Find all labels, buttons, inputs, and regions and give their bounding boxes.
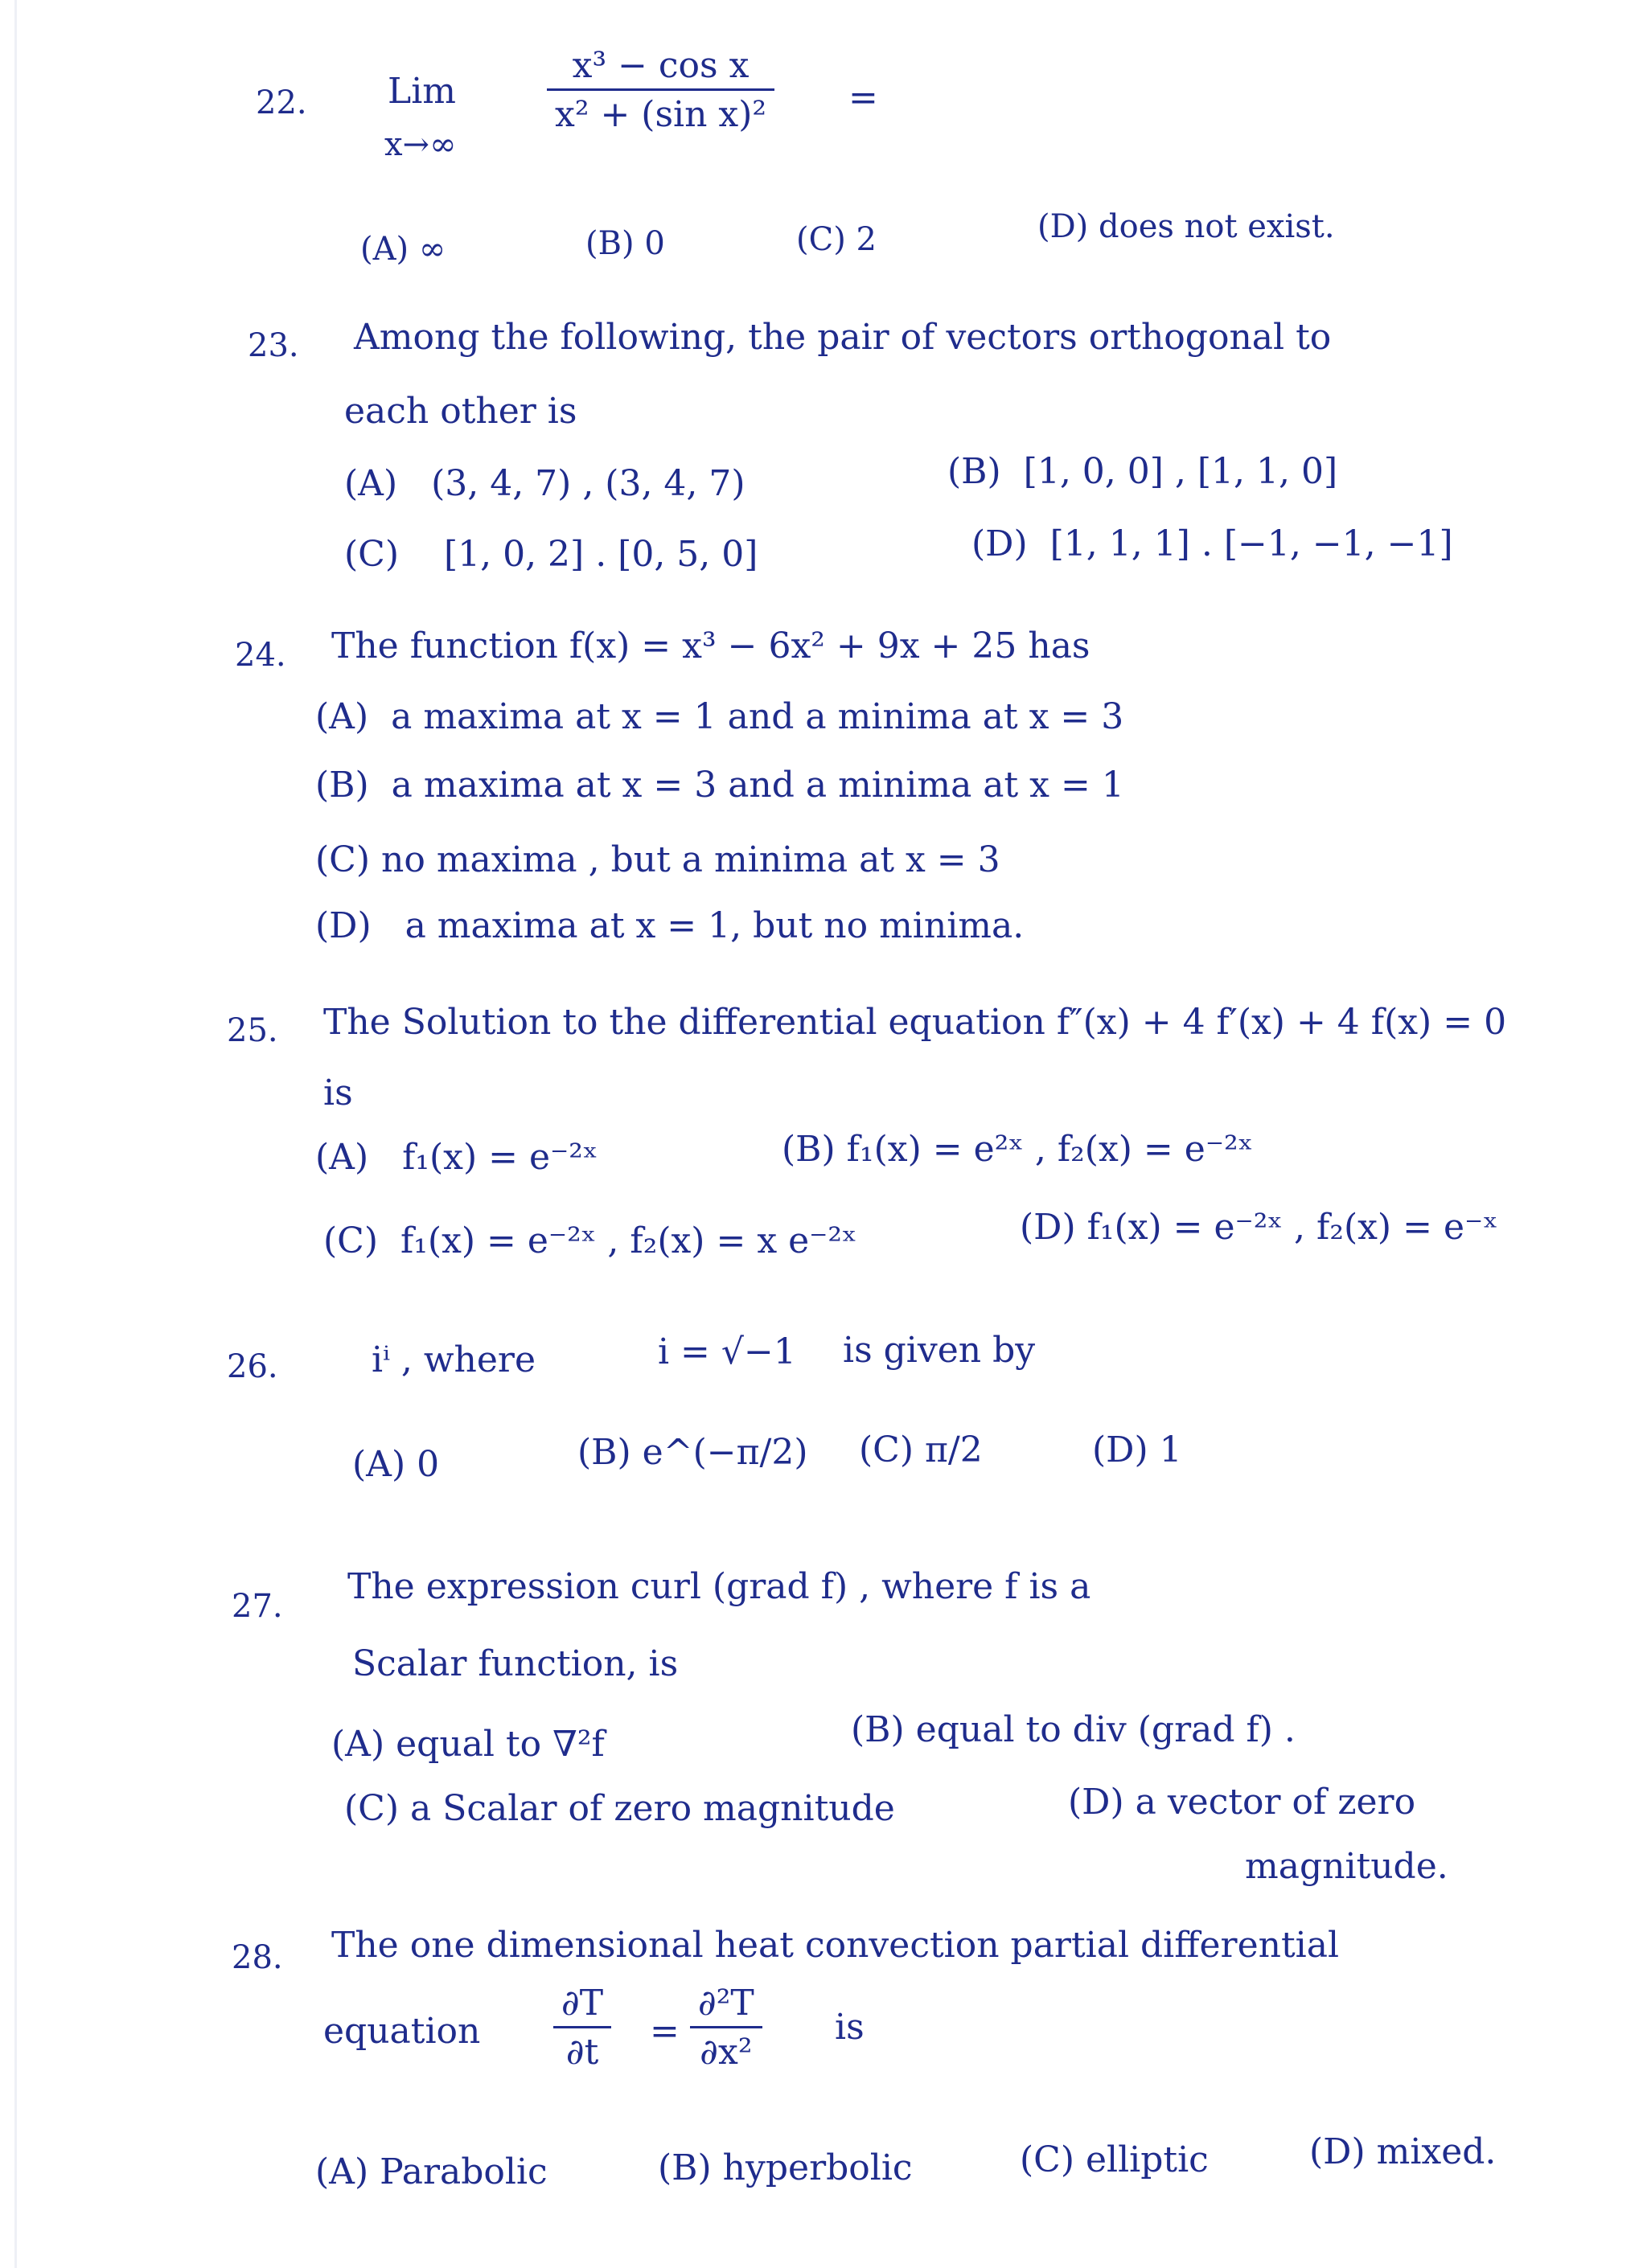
question-number: 24. (235, 637, 286, 674)
limit-subscript: x→∞ (384, 126, 457, 163)
option-d: (D) a maxima at x = 1, but no minima. (315, 905, 1025, 946)
lhs-numerator: ∂T (561, 1983, 604, 2024)
scan-edge (14, 0, 17, 2268)
question-number: 22. (256, 84, 307, 121)
question-text-line2: Scalar function, is (352, 1643, 679, 1684)
question-text-line2: is (323, 1072, 353, 1113)
question-text-line2b: is (835, 2007, 865, 2048)
option-c: (C) elliptic (1020, 2139, 1209, 2180)
option-d: (D) f₁(x) = e⁻²ˣ , f₂(x) = e⁻ˣ (1020, 1207, 1498, 1248)
equals-sign: = (650, 2011, 680, 2052)
fraction-numerator: x³ − cos x (572, 45, 750, 86)
question-text-line1: The function f(x) = x³ − 6x² + 9x + 25 has (331, 625, 1090, 666)
question-number: 25. (227, 1012, 278, 1049)
option-d: (D) mixed. (1309, 2131, 1497, 2172)
option-a: (A) f₁(x) = e⁻²ˣ (315, 1137, 598, 1178)
option-b: (B) hyperbolic (658, 2147, 913, 2188)
option-a: (A) Parabolic (315, 2151, 548, 2192)
option-d-continued: magnitude. (1245, 1846, 1448, 1887)
option-b: (B) equal to div (grad f) . (851, 1709, 1296, 1750)
question-text-line1: The expression curl (grad f) , where f is a (347, 1566, 1091, 1607)
option-c: (C) no maxima , but a minima at x = 3 (315, 839, 1000, 880)
option-b: (B) 0 (585, 225, 665, 262)
lhs-denominator: ∂t (565, 2032, 599, 2073)
question-text-line2a: equation (323, 2011, 481, 2052)
option-a: (A) equal to ∇²f (331, 1724, 605, 1765)
option-d: (D) [1, 1, 1] . [−1, −1, −1] (971, 523, 1453, 564)
option-c: (C) [1, 0, 2] . [0, 5, 0] (344, 534, 758, 575)
option-c: (C) f₁(x) = e⁻²ˣ , f₂(x) = x e⁻²ˣ (323, 1220, 857, 1261)
question-number: 28. (232, 1939, 283, 1976)
limit-fraction (547, 45, 774, 135)
pde-lhs (553, 1983, 611, 2073)
option-a: (A) 0 (352, 1444, 440, 1485)
option-b: (B) [1, 0, 0] , [1, 1, 0] (947, 451, 1338, 492)
rhs-numerator: ∂²T (698, 1983, 754, 2024)
option-d: (D) does not exist. (1037, 208, 1335, 245)
question-text-c: is given by (843, 1330, 1036, 1371)
option-c: (C) a Scalar of zero magnitude (344, 1788, 895, 1829)
question-number: 26. (227, 1348, 278, 1385)
option-d: (D) 1 (1092, 1429, 1182, 1470)
pde-rhs (690, 1983, 762, 2073)
question-text-b: i = √−1 (658, 1331, 796, 1372)
question-text-line1: Among the following, the pair of vectors orthogonal to (354, 317, 1332, 358)
equals-sign: = (848, 77, 878, 118)
option-d: (D) a vector of zero (1068, 1782, 1416, 1823)
option-b: (B) f₁(x) = e²ˣ , f₂(x) = e⁻²ˣ (782, 1129, 1254, 1170)
limit-label: Lim (388, 71, 457, 112)
question-text-line1: The Solution to the differential equation f″(x) + 4 f′(x) + 4 f(x) = 0 (323, 1002, 1507, 1043)
option-a: (A) (3, 4, 7) , (3, 4, 7) (344, 463, 745, 504)
question-text-line1: The one dimensional heat convection partial differential (331, 1925, 1340, 1966)
rhs-denominator: ∂x² (700, 2032, 753, 2073)
question-number: 27. (232, 1588, 283, 1625)
question-number: 23. (248, 327, 299, 364)
question-text-line2: each other is (344, 391, 577, 432)
fraction-denominator: x² + (sin x)² (555, 94, 767, 135)
question-text-a: iⁱ , where (372, 1339, 536, 1380)
option-c: (C) π/2 (859, 1429, 983, 1470)
option-b: (B) e^(−π/2) (577, 1432, 808, 1473)
option-a: (A) ∞ (360, 231, 446, 268)
option-c: (C) 2 (796, 221, 877, 258)
option-b: (B) a maxima at x = 3 and a minima at x = 1 (315, 765, 1124, 806)
option-a: (A) a maxima at x = 1 and a minima at x = 3 (315, 696, 1124, 737)
